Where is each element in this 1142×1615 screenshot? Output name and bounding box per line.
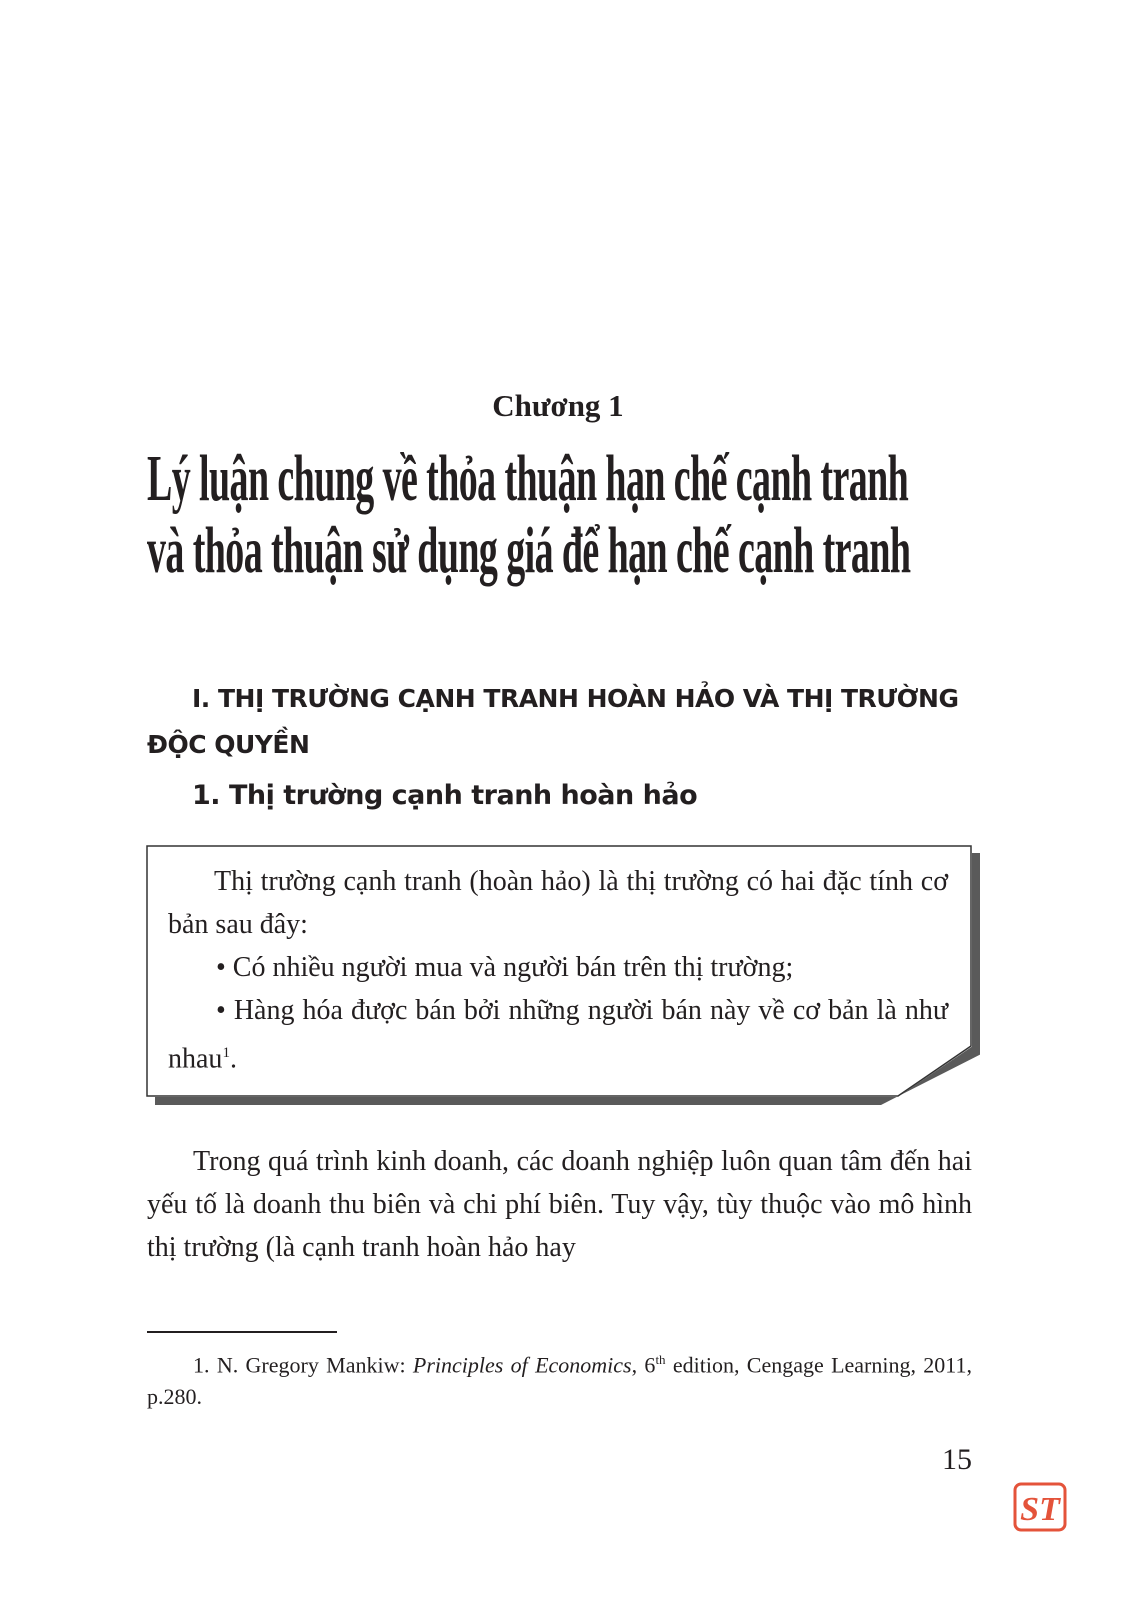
body-paragraph: Trong quá trình kinh doanh, các doanh nghiệp luôn quan tâm đến hai yếu tố là doanh thu biên và chi phí biên. Tuy vậy, tùy thuộc vào mô hình thị trường (là cạnh tranh hoàn hảo hay [147,1146,972,1263]
footnote-ref[interactable]: 1 [222,1045,230,1061]
box-end: . [229,1043,237,1075]
subsection-heading: 1. Thị trường cạnh tranh hoàn hảo [192,780,698,811]
box-intro: Thị trường cạnh tranh (hoàn hảo) là thị trường có hai đặc tính cơ bản sau đây: [168,866,948,940]
footnote-edition-sup: th [655,1352,666,1367]
footnote [147,1344,972,1413]
box-bullet-1: • Có nhiều người mua và người bán trên thị trường; [216,952,794,983]
svg-text:ST: ST [1020,1491,1060,1528]
page-number: 15 [942,1443,972,1476]
chapter-title-line-2: và thỏa thuận sử dụng giá để hạn chế cạnh tranh [147,514,911,587]
section-heading: I. THỊ TRƯỜNG CẠNH TRANH HOÀN HẢO VÀ THỊ TRƯỜNG ĐỘC QUYỀN [147,684,959,759]
footnote-divider [147,1331,337,1333]
footnote-rest: edition, Cengage Learning, 2011, p.280. [147,1352,972,1410]
publisher-logo-icon [1012,1480,1068,1534]
footnote-work: Principles of Economics [412,1352,632,1378]
footnote-author: 1. N. Gregory Mankiw: [193,1352,413,1378]
box-bullet-2 [168,989,948,1080]
box-bullet-2-text: • Hàng hóa được bán bởi những người bán này về cơ bản là như nhau [168,995,948,1075]
footnote-edition: , 6 [631,1352,656,1378]
chapter-title-line-1: Lý luận chung về thỏa thuận hạn chế cạnh tranh [147,442,909,515]
chapter-label: Chương 1 [492,388,624,423]
definition-box-text [168,860,948,1080]
